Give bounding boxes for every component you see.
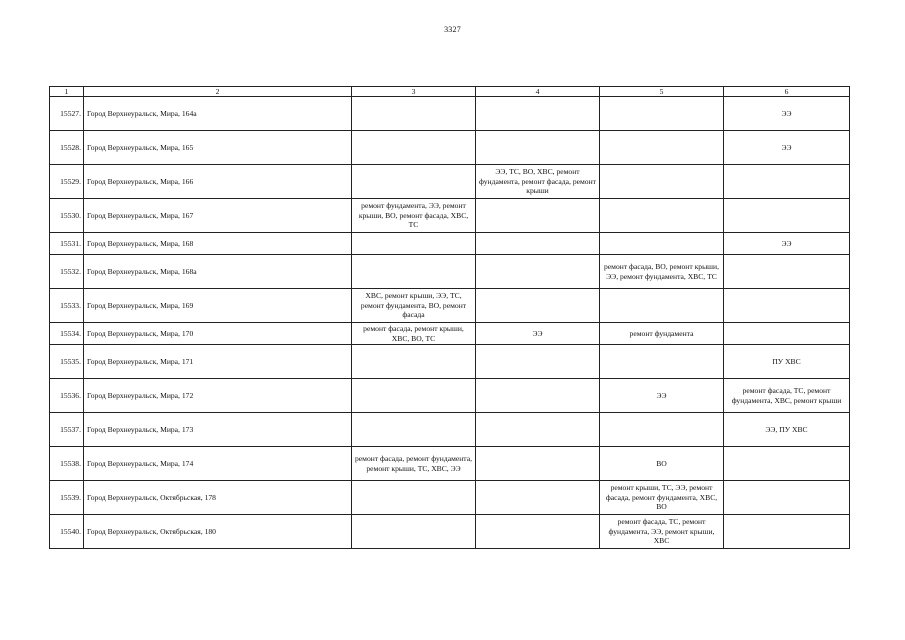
works-period-6-cell: ЭЭ xyxy=(724,97,850,131)
works-period-6-cell xyxy=(724,481,850,515)
row-number-cell: 15539. xyxy=(50,481,84,515)
works-period-5-cell: ремонт крыши, ТС, ЭЭ, ремонт фасада, ремонт фундамента, ХВС, ВО xyxy=(600,481,724,515)
works-period-5-cell: ремонт фасада, ВО, ремонт крыши, ЭЭ, ремонт фундамента, ХВС, ТС xyxy=(600,255,724,289)
row-number-cell: 15530. xyxy=(50,199,84,233)
row-number-cell: 15527. xyxy=(50,97,84,131)
works-period-4-cell xyxy=(476,345,600,379)
works-period-3-cell xyxy=(352,131,476,165)
works-period-5-cell: ВО xyxy=(600,447,724,481)
works-period-5-cell xyxy=(600,413,724,447)
works-period-5-cell xyxy=(600,199,724,233)
address-cell: Город Верхнеуральск, Мира, 165 xyxy=(84,131,352,165)
works-period-3-cell: ХВС, ремонт крыши, ЭЭ, ТС, ремонт фундамента, ВО, ремонт фасада xyxy=(352,289,476,323)
address-cell: Город Верхнеуральск, Мира, 173 xyxy=(84,413,352,447)
table-row xyxy=(50,233,850,255)
row-number-cell: 15537. xyxy=(50,413,84,447)
works-period-5-cell xyxy=(600,345,724,379)
works-period-3-cell xyxy=(352,97,476,131)
works-period-6-cell xyxy=(724,165,850,199)
table-row xyxy=(50,165,850,199)
table-row xyxy=(50,379,850,413)
address-cell: Город Верхнеуральск, Мира, 164а xyxy=(84,97,352,131)
works-period-4-cell xyxy=(476,413,600,447)
table-row xyxy=(50,323,850,345)
table-row xyxy=(50,345,850,379)
address-cell: Город Верхнеуральск, Мира, 171 xyxy=(84,345,352,379)
works-period-6-cell: ЭЭ xyxy=(724,233,850,255)
works-period-3-cell: ремонт фундамента, ЭЭ, ремонт крыши, ВО, ремонт фасада, ХВС, ТС xyxy=(352,199,476,233)
table-row xyxy=(50,131,850,165)
column-header-4: 4 xyxy=(476,87,600,97)
page-number: 3327 xyxy=(444,25,461,34)
table-row xyxy=(50,97,850,131)
table-row xyxy=(50,199,850,233)
works-period-6-cell: ремонт фасада, ТС, ремонт фундамента, ХВС, ремонт крыши xyxy=(724,379,850,413)
row-number-cell: 15533. xyxy=(50,289,84,323)
works-period-4-cell: ЭЭ, ТС, ВО, ХВС, ремонт фундамента, ремонт фасада, ремонт крыши xyxy=(476,165,600,199)
works-period-3-cell xyxy=(352,515,476,549)
address-cell: Город Верхнеуральск, Мира, 167 xyxy=(84,199,352,233)
row-number-cell: 15536. xyxy=(50,379,84,413)
works-period-4-cell xyxy=(476,447,600,481)
repair-schedule-table xyxy=(49,86,850,549)
works-period-6-cell: ПУ ХВС xyxy=(724,345,850,379)
column-header-5: 5 xyxy=(600,87,724,97)
address-cell: Город Верхнеуральск, Октябрьская, 180 xyxy=(84,515,352,549)
works-period-5-cell: ремонт фундамента xyxy=(600,323,724,345)
works-period-4-cell xyxy=(476,233,600,255)
address-cell: Город Верхнеуральск, Октябрьская, 178 xyxy=(84,481,352,515)
address-cell: Город Верхнеуральск, Мира, 170 xyxy=(84,323,352,345)
row-number-cell: 15529. xyxy=(50,165,84,199)
table-header-row xyxy=(50,87,850,97)
row-number-cell: 15535. xyxy=(50,345,84,379)
table-row xyxy=(50,413,850,447)
row-number-cell: 15540. xyxy=(50,515,84,549)
works-period-3-cell: ремонт фасада, ремонт фундамента, ремонт крыши, ТС, ХВС, ЭЭ xyxy=(352,447,476,481)
works-period-4-cell xyxy=(476,289,600,323)
works-period-6-cell xyxy=(724,515,850,549)
works-period-5-cell xyxy=(600,131,724,165)
works-period-6-cell xyxy=(724,289,850,323)
row-number-cell: 15534. xyxy=(50,323,84,345)
works-period-5-cell xyxy=(600,289,724,323)
column-header-3: 3 xyxy=(352,87,476,97)
column-header-1: 1 xyxy=(50,87,84,97)
works-period-6-cell xyxy=(724,447,850,481)
column-header-2: 2 xyxy=(84,87,352,97)
works-period-5-cell xyxy=(600,233,724,255)
address-cell: Город Верхнеуральск, Мира, 168а xyxy=(84,255,352,289)
works-period-4-cell xyxy=(476,515,600,549)
row-number-cell: 15532. xyxy=(50,255,84,289)
works-period-4-cell xyxy=(476,255,600,289)
works-period-3-cell xyxy=(352,379,476,413)
works-period-3-cell xyxy=(352,165,476,199)
works-period-4-cell xyxy=(476,131,600,165)
table-row xyxy=(50,255,850,289)
works-period-6-cell xyxy=(724,199,850,233)
address-cell: Город Верхнеуральск, Мира, 174 xyxy=(84,447,352,481)
works-period-3-cell xyxy=(352,345,476,379)
address-cell: Город Верхнеуральск, Мира, 172 xyxy=(84,379,352,413)
table-row xyxy=(50,447,850,481)
works-period-5-cell: ремонт фасада, ТС, ремонт фундамента, ЭЭ, ремонт крыши, ХВС xyxy=(600,515,724,549)
works-period-4-cell xyxy=(476,199,600,233)
row-number-cell: 15531. xyxy=(50,233,84,255)
table-row xyxy=(50,289,850,323)
works-period-6-cell: ЭЭ, ПУ ХВС xyxy=(724,413,850,447)
address-cell: Город Верхнеуральск, Мира, 168 xyxy=(84,233,352,255)
works-period-3-cell xyxy=(352,255,476,289)
works-period-5-cell xyxy=(600,97,724,131)
works-period-4-cell xyxy=(476,97,600,131)
address-cell: Город Верхнеуральск, Мира, 166 xyxy=(84,165,352,199)
works-period-3-cell xyxy=(352,481,476,515)
table-body xyxy=(50,97,850,549)
works-period-4-cell xyxy=(476,481,600,515)
table-row xyxy=(50,515,850,549)
works-period-3-cell xyxy=(352,413,476,447)
works-period-6-cell xyxy=(724,323,850,345)
works-period-4-cell: ЭЭ xyxy=(476,323,600,345)
works-period-6-cell xyxy=(724,255,850,289)
table-row xyxy=(50,481,850,515)
address-cell: Город Верхнеуральск, Мира, 169 xyxy=(84,289,352,323)
works-period-3-cell xyxy=(352,233,476,255)
row-number-cell: 15538. xyxy=(50,447,84,481)
works-period-6-cell: ЭЭ xyxy=(724,131,850,165)
works-period-5-cell xyxy=(600,165,724,199)
works-period-5-cell: ЭЭ xyxy=(600,379,724,413)
works-period-3-cell: ремонт фасада, ремонт крыши, ХВС, ВО, ТС xyxy=(352,323,476,345)
column-header-6: 6 xyxy=(724,87,850,97)
works-period-4-cell xyxy=(476,379,600,413)
row-number-cell: 15528. xyxy=(50,131,84,165)
